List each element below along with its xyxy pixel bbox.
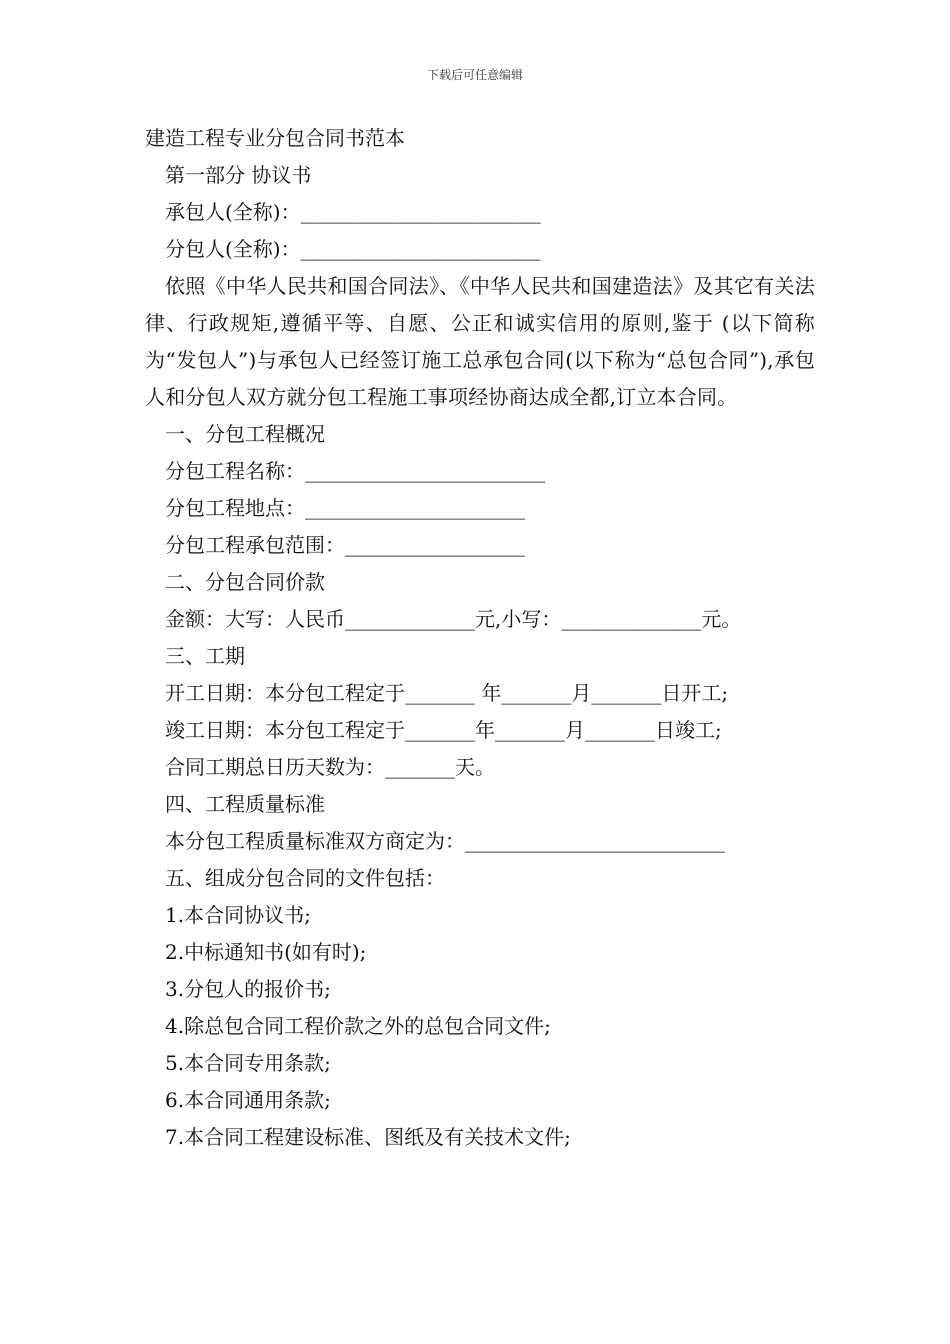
subproject-name-line: 分包工程名称：________________________: [165, 459, 545, 483]
document-list-item: 7.本合同工程建设标准、图纸及有关技术文件;: [165, 1125, 571, 1149]
document-title: 建造工程专业分包合同书范本: [145, 126, 405, 150]
document-list-item: 6.本合同通用条款;: [165, 1088, 331, 1112]
subcontractor-name-line: 分包人(全称)：________________________: [165, 237, 541, 261]
document-list-item: 4.除总包合同工程价款之外的总包合同文件;: [165, 1014, 551, 1038]
document-list-item: 3.分包人的报价书;: [165, 977, 331, 1001]
completion-date-line: 竣工日期：本分包工程定于_______年_______月_______日竣工;: [165, 718, 722, 742]
subproject-scope-line: 分包工程承包范围：__________________: [165, 533, 525, 557]
subproject-location-line: 分包工程地点：______________________: [165, 496, 525, 520]
part-heading: 第一部分 协议书: [165, 163, 312, 187]
section5-heading: 五、组成分包合同的文件包括：: [165, 866, 445, 890]
quality-standard-line: 本分包工程质量标准双方商定为：__________________________: [165, 829, 725, 853]
document-list-item: 1.本合同协议书;: [165, 903, 311, 927]
section3-heading: 三、工期: [165, 644, 245, 668]
intro-paragraph: 依照《中华人民共和国合同法》、《中华人民共和国建造法》及其它有关法律、行政规矩,遵循平等、自愿、公正和诚实信用的原则,鉴于 (以下简称为“发包人”)与承包人已经签订施工总承包合同(以下称为“总包合同”),承包人和分包人双方就分包工程施工事项经协商达成全都,订立本合同。: [145, 274, 815, 409]
page-header-note: 下载后可任意编辑: [426, 68, 523, 82]
section4-heading: 四、工程质量标准: [165, 792, 325, 816]
contract-amount-line: 金额：大写：人民币_____________元,小写：______________元。: [165, 607, 742, 631]
contract-document: [145, 120, 815, 1156]
document-list-item: 5.本合同专用条款;: [165, 1051, 331, 1075]
section1-heading: 一、分包工程概况: [165, 422, 325, 446]
total-duration-line: 合同工期总日历天数为：_______天。: [165, 755, 495, 779]
section2-heading: 二、分包合同价款: [165, 570, 325, 594]
start-date-line: 开工日期：本分包工程定于_______ 年_______月_______日开工;: [165, 681, 729, 705]
document-list-item: 2.中标通知书(如有时);: [165, 940, 367, 964]
contractor-name-line: 承包人(全称)：________________________: [165, 200, 541, 224]
